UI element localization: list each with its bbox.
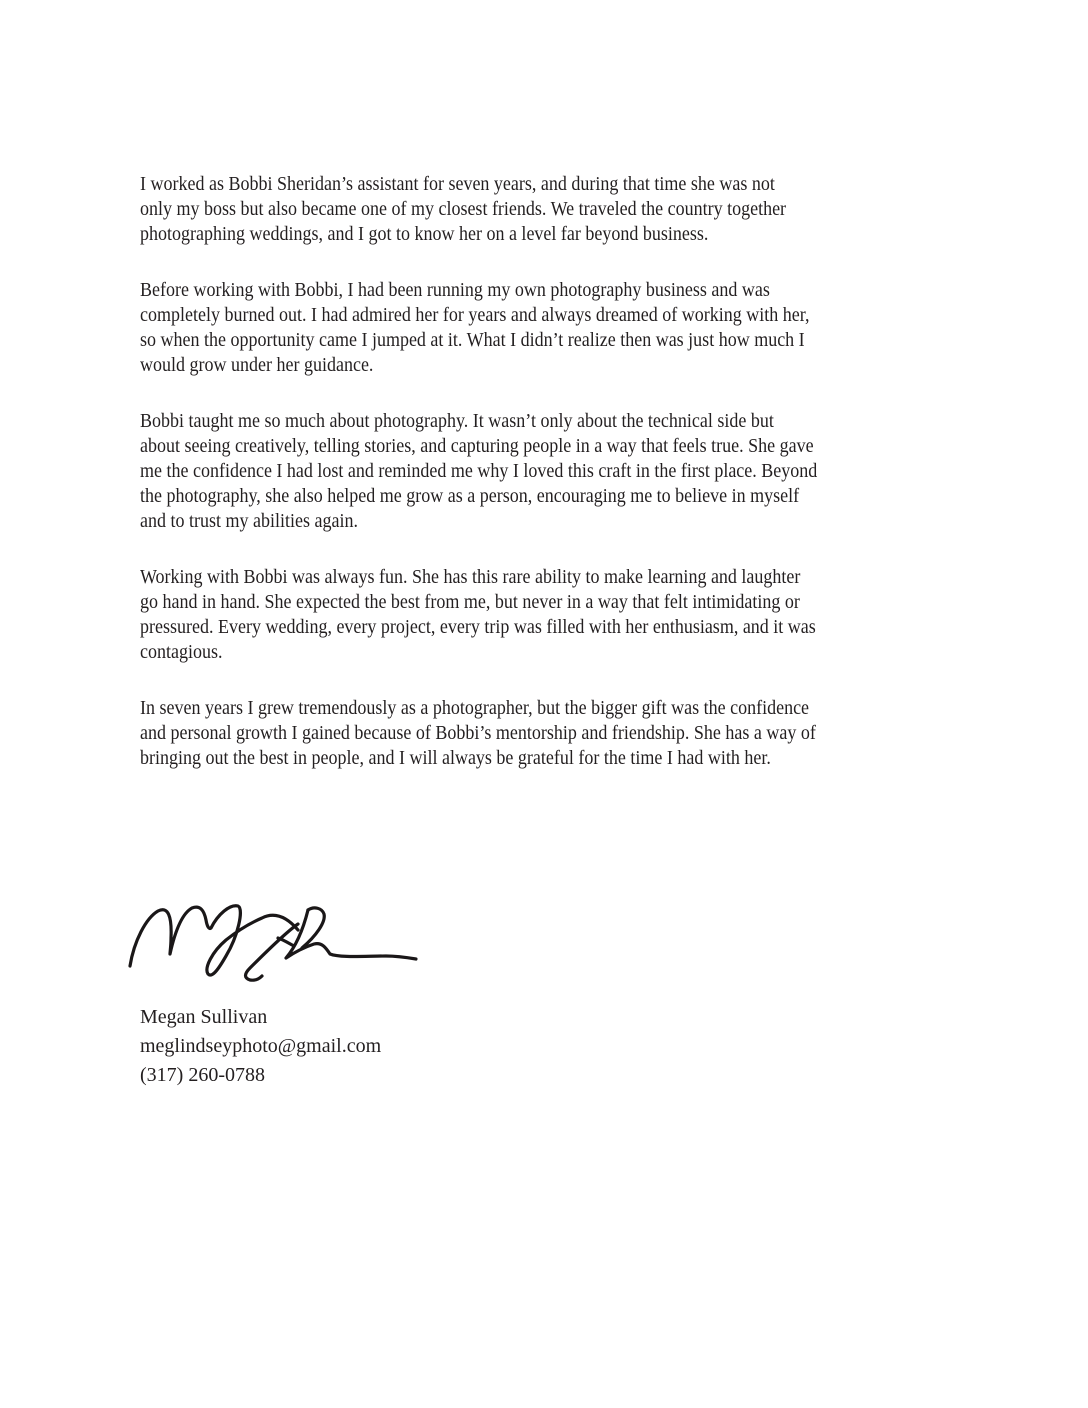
text-line: me the confidence I had lost and reminded me why I loved this craft in the first place. Beyond — [140, 460, 818, 482]
signer-phone: (317) 260-0788 — [140, 1064, 265, 1086]
text-line: bringing out the best in people, and I will always be grateful for the time I had with her. — [140, 747, 771, 769]
text-line: completely burned out. I had admired her for years and always dreamed of working with her, — [140, 304, 810, 326]
text-line: so when the opportunity came I jumped at it. What I didn’t realize then was just how much I — [140, 329, 805, 351]
signer-email: meglindseyphoto@gmail.com — [140, 1035, 382, 1057]
text-line: go hand in hand. She expected the best from me, but never in a way that felt intimidating or — [140, 591, 800, 613]
signature-stroke — [286, 910, 416, 959]
paragraph-4 — [140, 565, 891, 665]
paragraph-2 — [140, 278, 884, 378]
text-line: the photography, she also helped me grow as a person, encouraging me to believe in myself — [140, 485, 800, 507]
signature-stroke — [130, 906, 298, 975]
text-line: In seven years I grew tremendously as a photographer, but the bigger gift was the confidence — [140, 697, 810, 719]
text-line: I worked as Bobbi Sheridan’s assistant for seven years, and during that time she was not — [140, 173, 775, 195]
text-line: Working with Bobbi was always fun. She has this rare ability to make learning and laughter — [140, 566, 801, 588]
text-line: about seeing creatively, telling stories, and capturing people in a way that feels true. She gave — [140, 435, 814, 457]
text-line: would grow under her guidance. — [140, 354, 374, 376]
text-line: and to trust my abilities again. — [140, 510, 358, 532]
text-line: and personal growth I gained because of Bobbi’s mentorship and friendship. She has a way of — [140, 722, 816, 744]
text-line: Bobbi taught me so much about photography. It wasn’t only about the technical side but — [140, 410, 774, 432]
text-line: Before working with Bobbi, I had been running my own photography business and was — [140, 279, 770, 301]
paragraph-1 — [140, 172, 858, 247]
signer-block — [140, 1003, 381, 1090]
text-line: pressured. Every wedding, every project, every trip was filled with her enthusiasm, and it was — [140, 616, 816, 638]
text-line: photographing weddings, and I got to know her on a level far beyond business. — [140, 223, 709, 245]
paragraph-5 — [140, 696, 891, 771]
text-line: only my boss but also became one of my closest friends. We traveled the country together — [140, 198, 787, 220]
paragraph-3 — [140, 409, 893, 534]
text-line: contagious. — [140, 641, 223, 663]
handwritten-signature — [126, 896, 421, 988]
signature-stroke — [278, 938, 294, 946]
signer-name: Megan Sullivan — [140, 1006, 268, 1028]
